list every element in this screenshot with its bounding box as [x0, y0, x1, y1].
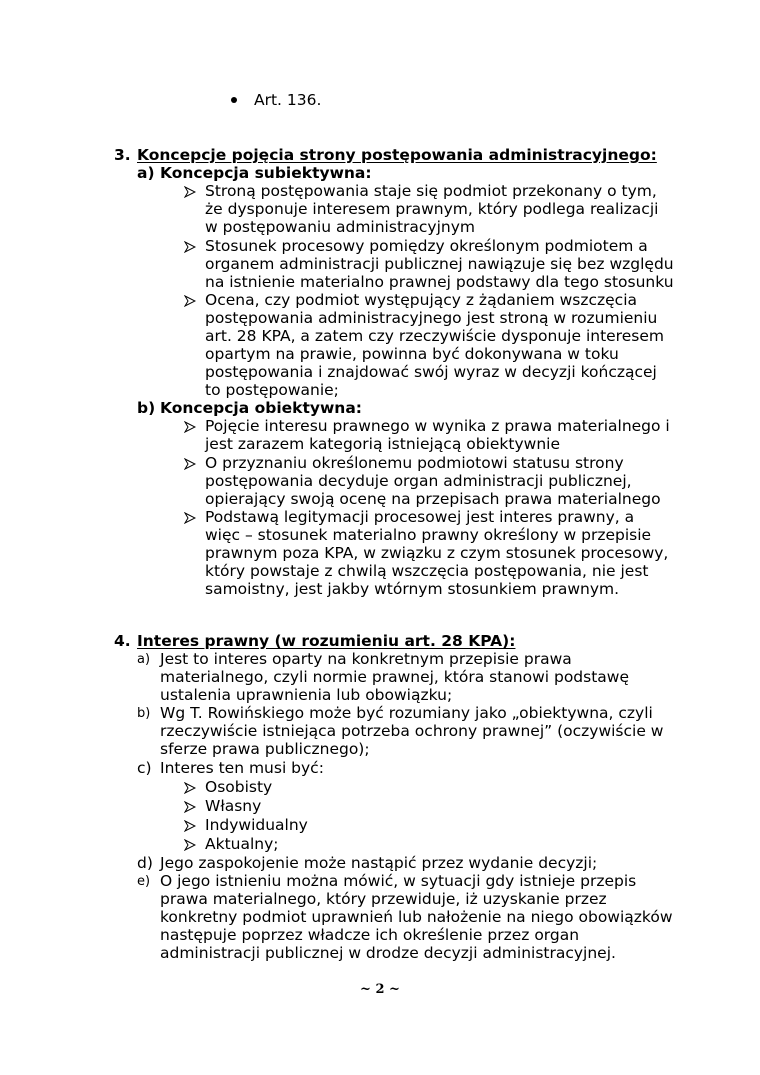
- text-line: art. 28 KPA, a zatem czy rzeczywiście dysponuje interesem: [205, 327, 664, 345]
- article-reference: Art. 136.: [254, 91, 322, 109]
- item-c-marker: c): [137, 759, 152, 777]
- item-e-marker: e): [137, 874, 151, 889]
- text-line: Interes ten musi być:: [160, 759, 324, 777]
- text-line: samoistny, jest jakby wtórnym stosunkiem prawnym.: [205, 580, 620, 598]
- section-4-number: 4.: [114, 632, 131, 650]
- text-line: prawa materialnego, który przewiduje, iż uzyskanie przez: [160, 890, 607, 908]
- arrow-bullet-icon: [184, 820, 196, 832]
- text-line: opierający swoją ocenę na przepisach prawa materialnego: [205, 490, 661, 508]
- text-line: że dysponuje interesem prawnym, który podlega realizacji: [205, 200, 659, 218]
- text-line: postępowania administracyjnego jest stroną w rozumieniu: [205, 309, 658, 327]
- text-line: opartym na prawie, powinna być dokonywana w toku: [205, 345, 619, 363]
- arrow-bullet-icon: [184, 801, 196, 813]
- text-line: administracji publicznej w drodze decyzji administracyjnej.: [160, 944, 616, 962]
- arrow-bullet-icon: [184, 512, 196, 524]
- text-line: postępowania decyduje organ administracji publicznej,: [205, 472, 632, 490]
- text-line: więc – stosunek materialno prawny określony w przepisie: [205, 526, 652, 544]
- text-line: jest zarazem kategorią istniejącą obiektywnie: [205, 435, 560, 453]
- item-d-marker: d): [137, 854, 153, 872]
- text-line: Jego zaspokojenie może nastąpić przez wydanie decyzji;: [160, 854, 598, 872]
- text-line: to postępowanie;: [205, 381, 339, 399]
- arrow-bullet-icon: [184, 186, 196, 198]
- text-line: Pojęcie interesu prawnego w wynika z prawa materialnego i: [205, 417, 670, 435]
- arrow-bullet-icon: [184, 295, 196, 307]
- text-line: ustalenia uprawnienia lub obowiązku;: [160, 686, 453, 704]
- arrow-bullet-icon: [184, 458, 196, 470]
- text-line: Wg T. Rowińskiego może być rozumiany jako „obiektywna, czyli: [160, 704, 653, 722]
- text-line: organem administracji publicznej nawiązuje się bez względu: [205, 255, 674, 273]
- text-line: sferze prawa publicznego);: [160, 740, 370, 758]
- text-line: następuje poprzez władcze ich określenie przez organ: [160, 926, 580, 944]
- text-line: Podstawą legitymacji procesowej jest interes prawny, a: [205, 508, 635, 526]
- subsection-b-marker: b): [137, 399, 156, 417]
- item-a-marker: a): [137, 652, 151, 667]
- subsection-a-marker: a): [137, 164, 155, 182]
- text-line: konkretny podmiot uprawnień lub nałożenie na niego obowiązków: [160, 908, 673, 926]
- text-line: prawnym poza KPA, w związku z czym stosunek procesowy,: [205, 544, 669, 562]
- text-line: Stroną postępowania staje się podmiot przekonany o tym,: [205, 182, 657, 200]
- text-line: który powstaje z chwilą wszczęcia postępowania, nie jest: [205, 562, 649, 580]
- requirement-item: Indywidualny: [205, 816, 308, 834]
- arrow-bullet-icon: [184, 782, 196, 794]
- text-line: w postępowaniu administracyjnym: [205, 218, 475, 236]
- item-b-marker: b): [137, 706, 151, 721]
- text-line: Jest to interes oparty na konkretnym przepisie prawa: [160, 650, 572, 668]
- section-3-number: 3.: [114, 146, 131, 164]
- arrow-bullet-icon: [184, 839, 196, 851]
- arrow-bullet-icon: [184, 421, 196, 433]
- arrow-bullet-icon: [184, 241, 196, 253]
- text-line: na istnienie materialno prawnej podstawy dla tego stosunku: [205, 273, 674, 291]
- requirement-item: Osobisty: [205, 778, 273, 796]
- requirement-item: Własny: [205, 797, 262, 815]
- section-3-title: Koncepcje pojęcia strony postępowania administracyjnego:: [137, 146, 657, 164]
- text-line: materialnego, czyli normie prawnej, która stanowi podstawę: [160, 668, 630, 686]
- text-line: postępowania i znajdować swój wyraz w decyzji kończącej: [205, 363, 657, 381]
- section-4-title: Interes prawny (w rozumieniu art. 28 KPA):: [137, 632, 516, 650]
- bullet-icon: [231, 97, 237, 103]
- subsection-a-heading: Koncepcja subiektywna:: [160, 164, 372, 182]
- text-line: O przyznaniu określonemu podmiotowi statusu strony: [205, 454, 624, 472]
- text-line: rzeczywiście istniejąca potrzeba ochrony prawnej” (oczywiście w: [160, 722, 664, 740]
- text-line: O jego istnieniu można mówić, w sytuacji gdy istnieje przepis: [160, 872, 637, 890]
- text-line: Ocena, czy podmiot występujący z żądaniem wszczęcia: [205, 291, 638, 309]
- subsection-b-heading: Koncepcja obiektywna:: [160, 399, 362, 417]
- requirement-item: Aktualny;: [205, 835, 279, 853]
- page-number: ~ 2 ~: [360, 982, 400, 997]
- text-line: Stosunek procesowy pomiędzy określonym podmiotem a: [205, 237, 648, 255]
